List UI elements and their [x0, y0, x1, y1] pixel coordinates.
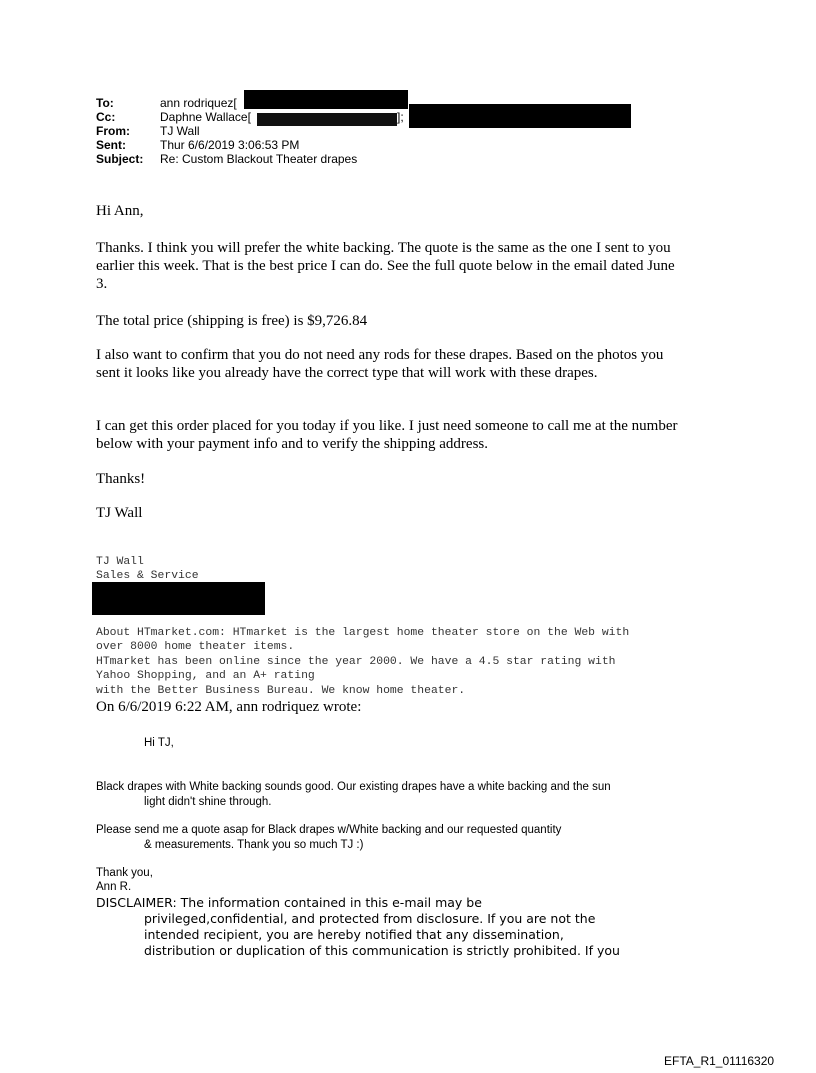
body-line: earlier this week. That is the best price I can do. See the full quote below in the email dated June: [96, 258, 675, 274]
disclaimer-line: distribution or duplication of this communication is strictly prohibited. If you: [144, 943, 620, 958]
quote-intro: On 6/6/2019 6:22 AM, ann rodriquez wrote:: [96, 699, 362, 715]
body-line: 3.: [96, 276, 108, 292]
redaction-box: [257, 113, 397, 126]
redaction-box: [92, 582, 265, 615]
total-price-line: The total price (shipping is free) is $9,726.84: [96, 313, 368, 329]
body-line: I also want to confirm that you do not need any rods for these drapes. Based on the photos you: [96, 347, 664, 363]
quote-line: & measurements. Thank you so much TJ :): [144, 839, 364, 851]
about-line: Yahoo Shopping, and an A+ rating: [96, 670, 315, 682]
subject-value: Re: Custom Blackout Theater drapes: [160, 152, 358, 166]
redaction-box: [409, 104, 631, 128]
signature-name: TJ Wall: [96, 556, 144, 568]
redaction-box: [244, 90, 408, 109]
subject-label: Subject:: [96, 152, 144, 166]
body-line: below with your payment info and to verify the shipping address.: [96, 436, 489, 452]
quote-line: light didn't shine through.: [144, 796, 272, 808]
document-id: EFTA_R1_01116320: [664, 1054, 775, 1068]
greeting: Hi Ann,: [96, 203, 144, 219]
body-line: sent it looks like you already have the correct type that will work with these drapes.: [96, 365, 598, 381]
about-line: HTmarket has been online since the year 2000. We have a 4.5 star rating with: [96, 656, 616, 668]
body-line: Thanks. I think you will prefer the white backing. The quote is the same as the one I sent to you: [96, 240, 671, 256]
signoff: TJ Wall: [96, 505, 143, 521]
disclaimer-line: privileged,confidential, and protected from disclosure. If you are not the: [144, 911, 596, 926]
cc-label: Cc:: [96, 110, 116, 124]
about-line: over 8000 home theater items.: [96, 641, 295, 653]
about-line: About HTmarket.com: HTmarket is the largest home theater store on the Web with: [96, 627, 630, 639]
to-label: To:: [96, 96, 114, 110]
quote-closing: Thank you,: [96, 867, 153, 879]
sent-label: Sent:: [96, 138, 126, 152]
to-value: ann rodriquez[: [160, 96, 237, 110]
cc-separator: ];: [397, 110, 404, 124]
sent-value: Thur 6/6/2019 3:06:53 PM: [160, 138, 300, 152]
quote-line: Black drapes with White backing sounds good. Our existing drapes have a white backing and the sun: [96, 781, 611, 793]
quote-name: Ann R.: [96, 881, 132, 893]
signature-title: Sales & Service: [96, 570, 199, 582]
body-line: I can get this order placed for you today if you like. I just need someone to call me at the number: [96, 418, 678, 434]
disclaimer-line: DISCLAIMER: The information contained in this e-mail may be: [96, 895, 482, 910]
from-label: From:: [96, 124, 130, 138]
disclaimer-line: intended recipient, you are hereby notified that any dissemination,: [144, 927, 564, 942]
thanks: Thanks!: [96, 471, 146, 487]
about-line: with the Better Business Bureau. We know home theater.: [96, 685, 466, 697]
quote-greeting: Hi TJ,: [144, 737, 174, 749]
cc-value: Daphne Wallace[: [160, 110, 251, 124]
quote-line: Please send me a quote asap for Black drapes w/White backing and our requested quantity: [96, 824, 562, 836]
from-value: TJ Wall: [160, 124, 200, 138]
